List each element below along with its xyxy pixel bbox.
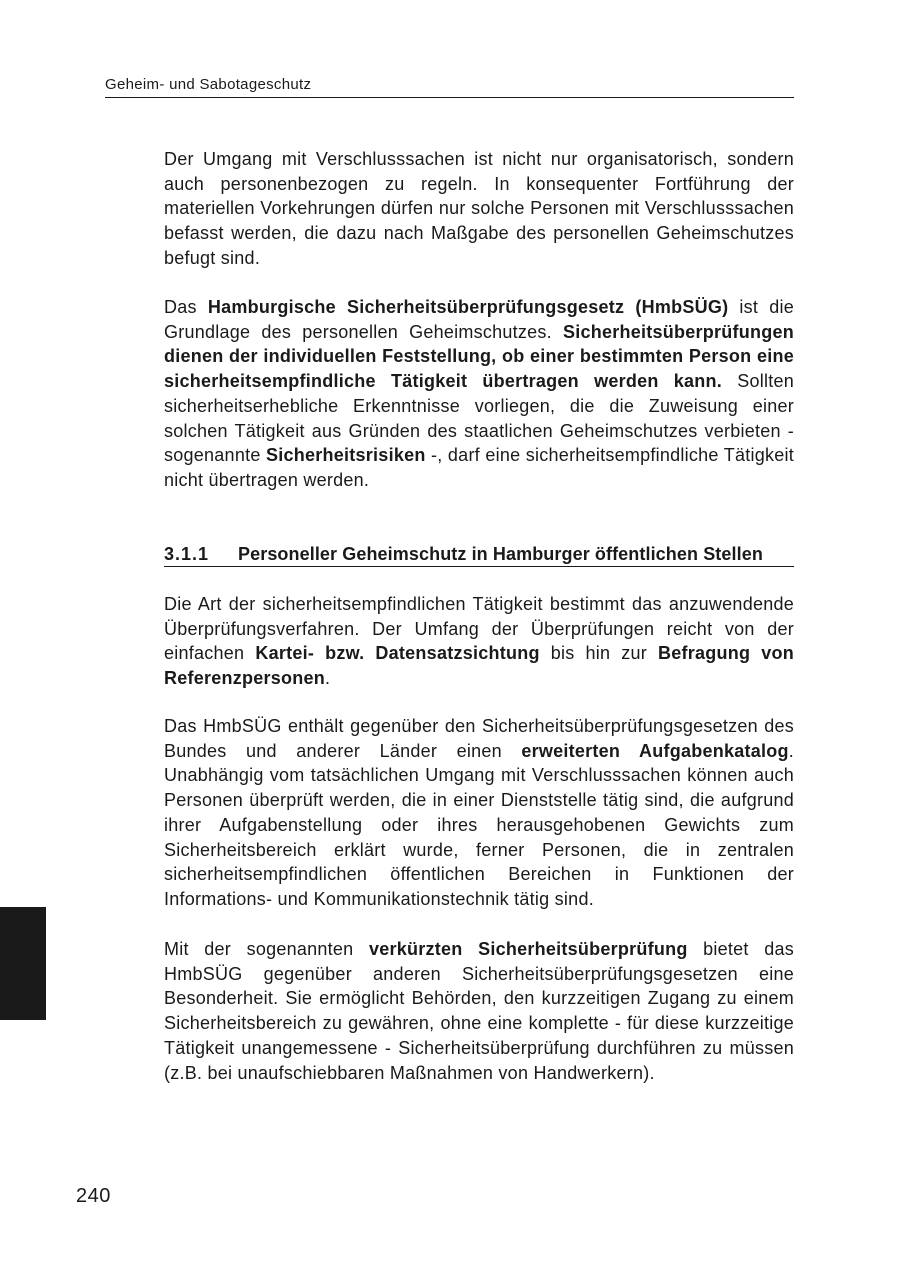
- bold-term: verkürzten Sicherheitsüberprüfung: [369, 939, 688, 959]
- page-number: 240: [76, 1185, 111, 1207]
- bold-term: Befragung von Referenzpersonen: [164, 643, 794, 689]
- text-span: Sollten sicherheitserhebliche Erkenntnisse vorliegen, die die Zuweisung einer solchen Tätigkeit aus Gründen des staatlichen Geheimschutzes verbieten - sogenannte: [164, 371, 795, 466]
- text-span: bietet das HmbSÜG gegenüber anderen Sicherheitsüberprüfungsgesetzen eine Besonderheit. Sie ermöglicht Behörden, den kurzzeitigen Zugang zu einem Sicherheitsbereich zu gewähren, ohne eine komplette - für diese kurzzeitige Tätigkeit unangemessene - Sicherheitsüberprüfung durchführen zu müssen (z.B. bei unaufschiebbaren Maßnahmen von Handwerkern).: [164, 939, 794, 1083]
- running-header: Geheim- und Sabotageschutz: [105, 76, 794, 98]
- section-number: 3.1.1: [164, 544, 210, 564]
- bold-term: Hamburgische Sicherheitsüberprüfungsgesetz (HmbSÜG): [207, 297, 729, 317]
- paragraph-4: [164, 714, 794, 912]
- paragraph-5: [164, 937, 794, 1085]
- section-heading: [164, 543, 794, 567]
- bold-term: erweiterten Aufgabenkatalog: [521, 740, 789, 761]
- bold-term: Sicherheitsrisiken: [266, 445, 426, 466]
- bold-term: Kartei- bzw. Datensatzsichtung: [255, 643, 540, 664]
- text-span: ist die Grundlage des personellen Geheimschutzes.: [164, 297, 794, 342]
- text-span: -, darf eine sicherheitsempfindliche Tätigkeit nicht übertragen werden.: [164, 445, 795, 490]
- text-span: bis hin zur: [539, 643, 658, 664]
- text-span: Das HmbSÜG enthält gegenüber den Sicherheitsüberprüfungsgesetzen des Bundes und anderer Länder einen: [164, 716, 794, 761]
- paragraph-3: [164, 592, 794, 691]
- section-title: Personeller Geheimschutz in Hamburger öffentlichen Stellen: [238, 544, 763, 564]
- text-span: Die Art der sicherheitsempfindlichen Tätigkeit bestimmt das anzuwendende Überprüfungsverfahren. Der Umfang der Überprüfungen reicht von der einfachen: [164, 594, 794, 664]
- paragraph-1: [164, 147, 794, 271]
- paragraph-2: [164, 295, 794, 493]
- text-span: Mit der sogenannten: [164, 939, 369, 959]
- text-span: .: [325, 668, 331, 689]
- text-span: Das: [164, 297, 208, 317]
- bold-term: Sicherheitsüberprüfungen dienen der individuellen Feststellung, ob einer bestimmten Person eine sicherheitsempfindliche Tätigkeit übertragen werden kann.: [164, 321, 794, 392]
- text-span: Der Umgang mit Verschlusssachen ist nicht nur organisatorisch, sondern auch personenbezogen zu regeln. In konsequenter Fortführung der materiellen Vorkehrungen dürfen nur solche Personen mit Verschlusssachen befasst werden, die dazu nach Maßgabe des personellen Geheimschutzes befugt sind.: [164, 149, 794, 268]
- text-span: . Unabhängig vom tatsächlichen Umgang mit Verschlusssachen können auch Personen überprüft werden, die in einer Dienststelle tätig sind, die aufgrund ihrer Aufgabenstellung oder ihres herausgehobenen Gewichts zum Sicherheitsbereich erklärt wurde, ferner Personen, die in zentralen sicherheitsempfindlichen öffentlichen Bereichen in Funktionen der Informations- und Kommunikationstechnik tätig sind.: [164, 740, 795, 909]
- chapter-thumb-tab: [0, 907, 46, 1020]
